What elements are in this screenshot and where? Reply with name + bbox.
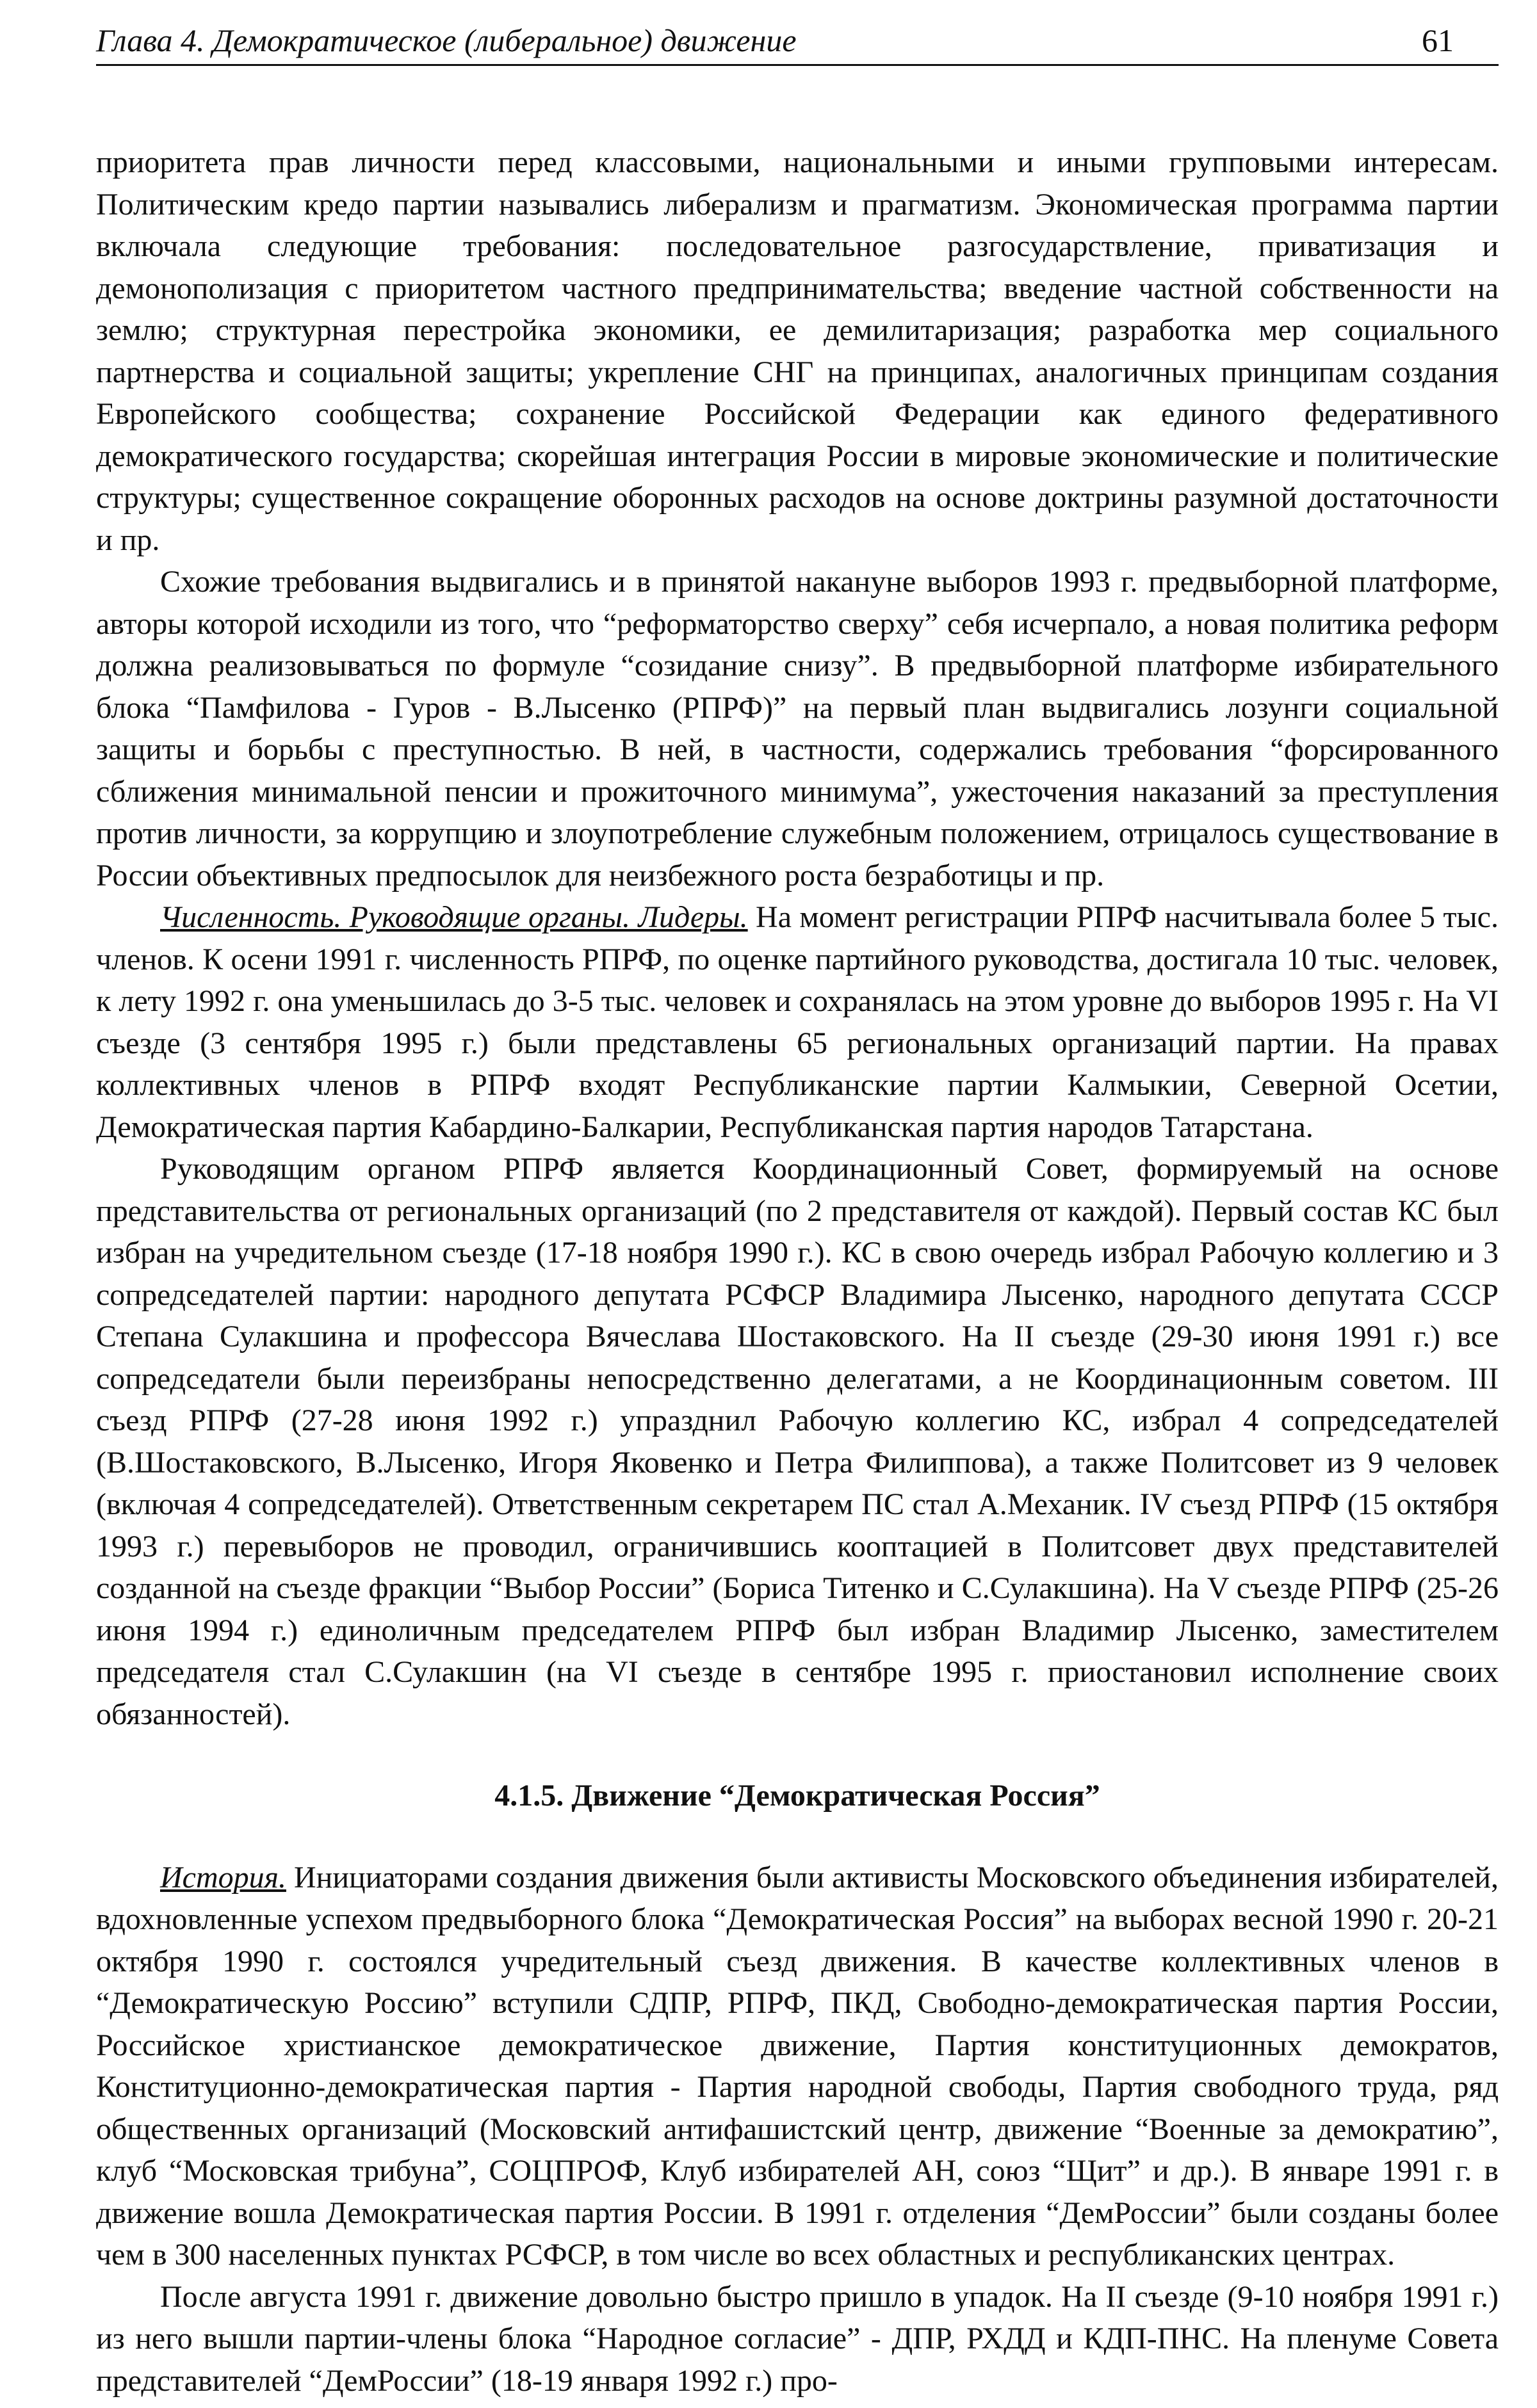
body-text bbox=[96, 141, 1499, 2402]
membership-text: На момент регистрации РПРФ насчитывала более 5 тыс. членов. К осени 1991 г. численность РПРФ, по оценке партийного руководства, достигала 10 тыс. человек, к лету 1992 г. она уменьшилась до 3-5 тыс. человек и сохранялась на этом уровне до выборов 1995 г. На VI съезде (3 сентября 1995 г.) были представлены 65 региональных организаций партии. На правах коллективных членов в РПРФ входят Республиканские партии Калмыкии, Северной Осетии, Демократическая партия Кабардино-Балкарии, Республиканская партия народов Татарстана. bbox=[96, 900, 1499, 1144]
paragraph-platform: Схожие требования выдвигались и в принятой накануне выборов 1993 г. предвыборной платформе, авторы которой исходили из того, что “реформаторство сверху” себя исчерпало, а новая политика реформ должна реализовываться по формуле “созидание снизу”. В предвыборной платформе избирательного блока “Памфилова - Гуров - В.Лысенко (РПРФ)” на первый план выдвигались лозунги социальной защиты и борьбы с преступностью. В ней, в частности, содержались требования “форсированного сближения минимальной пенсии и прожиточного минимума”, ужесточения наказаний за преступления против личности, за коррупцию и злоупотребление служебным положением, отрицалось существование в России объективных предпосылок для неизбежного роста безработицы и пр. bbox=[96, 565, 1499, 893]
paragraph-membership bbox=[96, 896, 1499, 1148]
running-header bbox=[96, 19, 1499, 66]
section-title: 4.1.5. Движение “Демократическая Россия” bbox=[494, 1779, 1100, 1813]
paragraph-history bbox=[96, 1857, 1499, 2276]
membership-heading: Численность. Руководящие органы. Лидеры. bbox=[160, 900, 748, 934]
paragraph-governing-body: Руководящим органом РПРФ является Координационный Совет, формируемый на основе представительства от региональных организаций (по 2 представителя от каждой). Первый состав КС был избран на учредительном съезде (17-18 ноября 1990 г.). КС в свою очередь избрал Рабочую коллегию и 3 сопредседателей партии: народного депутата РСФСР Владимира Лысенко, народного депутата СССР Степана Сулакшина и профессора Вячеслава Шостаковского. На II съезде (29-30 июня 1991 г.) все сопредседатели были переизбраны непосредственно делегатами, а не Координационным советом. III съезд РПРФ (27-28 июня 1992 г.) упразднил Рабочую коллегию КС, избрал 4 сопредседателей (В.Шостаковского, В.Лысенко, Игоря Яковенко и Петра Филиппова), а также Политсовет из 9 человек (включая 4 сопредседателей). Ответственным секретарем ПС стал А.Механик. IV съезд РПРФ (15 октября 1993 г.) перевыборов не проводил, ограничившись кооптацией в Политсовет двух представителей созданной на съезде фракции “Выбор России” (Бориса Титенко и С.Сулакшина). На V съезде РПРФ (25-26 июня 1994 г.) единоличным председателем РПРФ был избран Владимир Лысенко, заместителем председателя стал С.Сулакшин (на VI съезде в сентябре 1995 г. приостановил исполнение своих обязанностей). bbox=[96, 1152, 1499, 1731]
page-number: 61 bbox=[1422, 22, 1454, 58]
paragraph-decline: После августа 1991 г. движение довольно быстро пришло в упадок. На II съезде (9-10 ноября 1991 г.) из него вышли партии-члены блока “Народное согласие” - ДПР, РХДД и КДП-ПНС. На пленуме Совета представителей “ДемРоссии” (18-19 января 1992 г.) про- bbox=[96, 2279, 1499, 2398]
chapter-title: Глава 4. Демократическое (либеральное) движение bbox=[96, 22, 797, 58]
paragraph-program: приоритета прав личности перед классовыми, национальными и иными групповыми интересам. Политическим кредо партии назывались либерализм и прагматизм. Экономическая программа партии включала следующие требования: последовательное разгосударствление, приватизация и демонополизация с приоритетом частного предпринимательства; введение частной собственности на землю; структурная перестройка экономики, ее демилитаризация; разработка мер социального партнерства и социальной защиты; укрепление СНГ на принципах, аналогичных принципам создания Европейского сообщества; сохранение Российской Федерации как единого федеративного демократического государства; скорейшая интеграция России в мировые экономические и политические структуры; существенное сокращение оборонных расходов на основе доктрины разумной достаточности и пр. bbox=[96, 145, 1499, 557]
history-heading: История. bbox=[160, 1860, 286, 1895]
history-text: Инициаторами создания движения были активисты Московского объединения избирателей, вдохновленные успехом предвыборного блока “Демократическая Россия” на выборах весной 1990 г. 20-21 октября 1990 г. состоялся учредительный съезд движения. В качестве коллективных членов в “Демократическую Россию” вступили СДПР, РПРФ, ПКД, Свободно-демократическая партия России, Российское христианское демократическое движение, Партия конституционных демократов, Конституционно-демократическая партия - Партия народной свободы, Партия свободного труда, ряд общественных организаций (Московский антифашистский центр, движение “Военные за демократию”, клуб “Московская трибуна”, СОЦПРОФ, Клуб избирателей АН, союз “Щит” и др.). В январе 1991 г. в движение вошла Демократическая партия России. В 1991 г. отделения “ДемРоссии” были созданы более чем в 300 населенных пунктах РСФСР, в том числе во всех областных и республиканских центрах. bbox=[96, 1860, 1499, 2272]
